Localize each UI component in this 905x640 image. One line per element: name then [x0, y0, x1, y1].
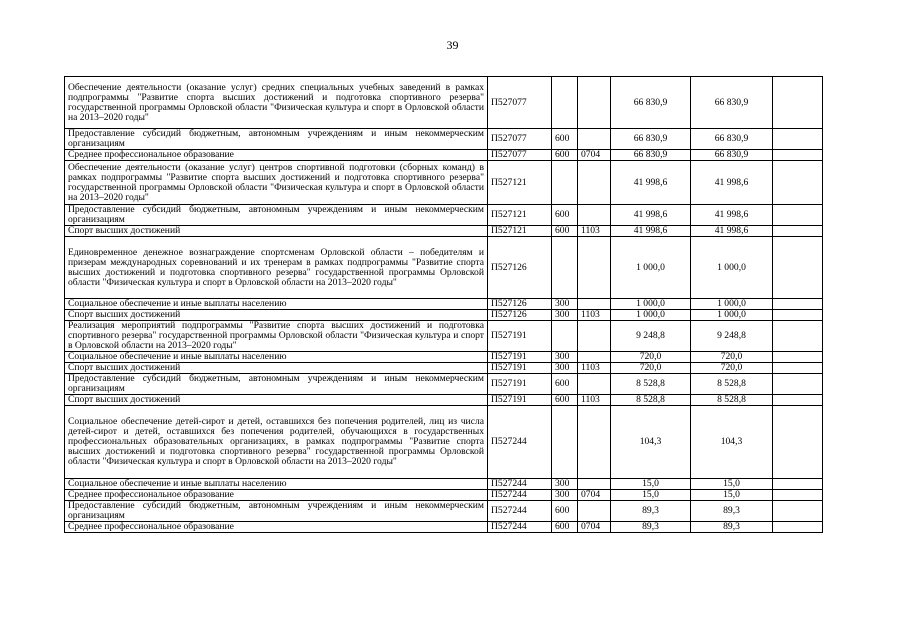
- section-code-cell: [578, 479, 611, 490]
- row-name-cell: Социальное обеспечение и иные выплаты населению: [65, 352, 488, 363]
- amount-cell: 41 998,6: [691, 161, 773, 205]
- expense-type-cell: 600: [552, 374, 578, 395]
- row-name-cell: Предоставление субсидий бюджетным, автономным учреждениям и иным некоммерческим организациям: [65, 501, 488, 522]
- expense-type-cell: 600: [552, 501, 578, 522]
- extra-cell: [773, 226, 823, 237]
- amount-cell: 8 528,8: [611, 374, 691, 395]
- table-row: [65, 321, 823, 352]
- target-code-cell: П527077: [488, 77, 552, 129]
- extra-cell: [773, 299, 823, 310]
- section-code-cell: 0704: [578, 522, 611, 533]
- row-name-cell: Реализация мероприятий подпрограммы "Развитие спорта высших достижений и подготовка спортивного резерва" государственной программы Орловской области "Физическая культура и спорт в Орловской области на 2013–2020 годы": [65, 321, 488, 352]
- amount-cell: 720,0: [691, 352, 773, 363]
- expense-type-cell: 600: [552, 395, 578, 406]
- budget-table: [64, 76, 823, 533]
- section-code-cell: [578, 406, 611, 479]
- section-code-cell: [578, 501, 611, 522]
- section-code-cell: 0704: [578, 490, 611, 501]
- row-name-cell: Среднее профессиональное образование: [65, 150, 488, 161]
- expense-type-cell: 600: [552, 522, 578, 533]
- expense-type-cell: 300: [552, 310, 578, 321]
- table-row: [65, 129, 823, 150]
- expense-type-cell: 600: [552, 205, 578, 226]
- extra-cell: [773, 395, 823, 406]
- section-code-cell: 1103: [578, 395, 611, 406]
- row-name-cell: Среднее профессиональное образование: [65, 522, 488, 533]
- amount-cell: 15,0: [691, 479, 773, 490]
- amount-cell: 41 998,6: [611, 205, 691, 226]
- amount-cell: 89,3: [611, 522, 691, 533]
- target-code-cell: П527244: [488, 406, 552, 479]
- amount-cell: 8 528,8: [691, 374, 773, 395]
- amount-cell: 1 000,0: [611, 299, 691, 310]
- amount-cell: 89,3: [691, 522, 773, 533]
- target-code-cell: П527121: [488, 161, 552, 205]
- row-name-cell: Предоставление субсидий бюджетным, автономным учреждениям и иным некоммерческим организациям: [65, 129, 488, 150]
- target-code-cell: П527121: [488, 226, 552, 237]
- section-code-cell: [578, 161, 611, 205]
- target-code-cell: П527244: [488, 501, 552, 522]
- amount-cell: 66 830,9: [691, 150, 773, 161]
- amount-cell: 1 000,0: [691, 299, 773, 310]
- row-name-cell: Спорт высших достижений: [65, 395, 488, 406]
- expense-type-cell: 600: [552, 129, 578, 150]
- amount-cell: 66 830,9: [691, 77, 773, 129]
- expense-type-cell: 600: [552, 150, 578, 161]
- table-row: [65, 479, 823, 490]
- expense-type-cell: [552, 161, 578, 205]
- table-body: [65, 77, 823, 533]
- amount-cell: 66 830,9: [611, 150, 691, 161]
- section-code-cell: [578, 321, 611, 352]
- row-name-cell: Социальное обеспечение и иные выплаты населению: [65, 479, 488, 490]
- row-name-cell: Единовременное денежное вознаграждение спортсменам Орловской области – победителям и призерам международных соревнований и их тренерам в рамках подпрограммы "Развитие спорта высших достижений и подготовка спортивного резерва" государственной программы Орловской области "Физическая культура и спорт в Орловской области на 2013–2020 годы": [65, 237, 488, 299]
- amount-cell: 9 248,8: [611, 321, 691, 352]
- table-row: [65, 352, 823, 363]
- amount-cell: 15,0: [611, 479, 691, 490]
- section-code-cell: 1103: [578, 363, 611, 374]
- section-code-cell: [578, 374, 611, 395]
- target-code-cell: П527126: [488, 237, 552, 299]
- target-code-cell: П527191: [488, 363, 552, 374]
- amount-cell: 9 248,8: [691, 321, 773, 352]
- target-code-cell: П527244: [488, 522, 552, 533]
- amount-cell: 104,3: [691, 406, 773, 479]
- target-code-cell: П527191: [488, 374, 552, 395]
- extra-cell: [773, 237, 823, 299]
- extra-cell: [773, 363, 823, 374]
- expense-type-cell: 300: [552, 299, 578, 310]
- extra-cell: [773, 374, 823, 395]
- table-row: [65, 395, 823, 406]
- amount-cell: 720,0: [611, 352, 691, 363]
- amount-cell: 1 000,0: [611, 310, 691, 321]
- amount-cell: 15,0: [691, 490, 773, 501]
- target-code-cell: П527126: [488, 299, 552, 310]
- section-code-cell: 0704: [578, 150, 611, 161]
- row-name-cell: Обеспечение деятельности (оказание услуг) центров спортивной подготовки (сборных команд) в рамках подпрограммы "Развитие спорта высших достижений и подготовка спортивного резерва" государственной программы Орловской области "Физическая культура и спорт в Орловской области на 2013–2020 годы": [65, 161, 488, 205]
- amount-cell: 41 998,6: [611, 226, 691, 237]
- extra-cell: [773, 77, 823, 129]
- expense-type-cell: 300: [552, 363, 578, 374]
- amount-cell: 1 000,0: [691, 237, 773, 299]
- extra-cell: [773, 490, 823, 501]
- table-row: [65, 490, 823, 501]
- amount-cell: 720,0: [611, 363, 691, 374]
- section-code-cell: [578, 237, 611, 299]
- amount-cell: 8 528,8: [691, 395, 773, 406]
- amount-cell: 720,0: [691, 363, 773, 374]
- section-code-cell: [578, 205, 611, 226]
- table-row: [65, 522, 823, 533]
- target-code-cell: П527121: [488, 205, 552, 226]
- table-row: [65, 237, 823, 299]
- page-number: 39: [446, 38, 459, 52]
- amount-cell: 15,0: [611, 490, 691, 501]
- target-code-cell: П527077: [488, 150, 552, 161]
- row-name-cell: Спорт высших достижений: [65, 363, 488, 374]
- extra-cell: [773, 321, 823, 352]
- row-name-cell: Предоставление субсидий бюджетным, автономным учреждениям и иным некоммерческим организациям: [65, 374, 488, 395]
- amount-cell: 41 998,6: [691, 205, 773, 226]
- amount-cell: 104,3: [611, 406, 691, 479]
- extra-cell: [773, 150, 823, 161]
- target-code-cell: П527191: [488, 321, 552, 352]
- expense-type-cell: 300: [552, 352, 578, 363]
- expense-type-cell: 300: [552, 479, 578, 490]
- amount-cell: 8 528,8: [611, 395, 691, 406]
- row-name-cell: Предоставление субсидий бюджетным, автономным учреждениям и иным некоммерческим организациям: [65, 205, 488, 226]
- amount-cell: 89,3: [611, 501, 691, 522]
- expense-type-cell: [552, 321, 578, 352]
- row-name-cell: Среднее профессиональное образование: [65, 490, 488, 501]
- row-name-cell: Спорт высших достижений: [65, 310, 488, 321]
- table-row: [65, 226, 823, 237]
- row-name-cell: Социальное обеспечение детей-сирот и детей, оставшихся без попечения родителей, лиц из числа детей-сирот и детей, оставшихся без попечения родителей, обучающихся в государственных профессиональных образовательных организациях, в рамках подпрограммы "Развитие спорта высших достижений и подготовка спортивного резерва" государственной программы Орловской области "Физическая культура и спорт в Орловской области на 2013–2020 годы": [65, 406, 488, 479]
- row-name-cell: Социальное обеспечение и иные выплаты населению: [65, 299, 488, 310]
- expense-type-cell: 600: [552, 226, 578, 237]
- expense-type-cell: [552, 77, 578, 129]
- target-code-cell: П527191: [488, 352, 552, 363]
- table-row: [65, 299, 823, 310]
- expense-type-cell: [552, 237, 578, 299]
- row-name-cell: Обеспечение деятельности (оказание услуг) средних специальных учебных заведений в рамках подпрограммы "Развитие спорта высших достижений и подготовка спортивного резерва" государственной программы Орловской области "Физическая культура и спорт в Орловской области на 2013–2020 годы": [65, 77, 488, 129]
- table-row: [65, 310, 823, 321]
- target-code-cell: П527191: [488, 395, 552, 406]
- extra-cell: [773, 501, 823, 522]
- extra-cell: [773, 129, 823, 150]
- row-name-cell: Спорт высших достижений: [65, 226, 488, 237]
- section-code-cell: 1103: [578, 310, 611, 321]
- section-code-cell: [578, 77, 611, 129]
- extra-cell: [773, 479, 823, 490]
- amount-cell: 1 000,0: [691, 310, 773, 321]
- amount-cell: 66 830,9: [691, 129, 773, 150]
- expense-type-cell: 300: [552, 490, 578, 501]
- table-row: [65, 205, 823, 226]
- amount-cell: 89,3: [691, 501, 773, 522]
- amount-cell: 1 000,0: [611, 237, 691, 299]
- table-row: [65, 363, 823, 374]
- extra-cell: [773, 406, 823, 479]
- section-code-cell: [578, 299, 611, 310]
- extra-cell: [773, 161, 823, 205]
- target-code-cell: П527244: [488, 479, 552, 490]
- table-row: [65, 501, 823, 522]
- table-row: [65, 77, 823, 129]
- amount-cell: 66 830,9: [611, 77, 691, 129]
- amount-cell: 41 998,6: [691, 226, 773, 237]
- section-code-cell: [578, 129, 611, 150]
- expense-type-cell: [552, 406, 578, 479]
- table-row: [65, 150, 823, 161]
- table-row: [65, 406, 823, 479]
- target-code-cell: П527126: [488, 310, 552, 321]
- table-row: [65, 161, 823, 205]
- extra-cell: [773, 522, 823, 533]
- amount-cell: 66 830,9: [611, 129, 691, 150]
- section-code-cell: [578, 352, 611, 363]
- extra-cell: [773, 310, 823, 321]
- table-row: [65, 374, 823, 395]
- section-code-cell: 1103: [578, 226, 611, 237]
- target-code-cell: П527077: [488, 129, 552, 150]
- amount-cell: 41 998,6: [611, 161, 691, 205]
- target-code-cell: П527244: [488, 490, 552, 501]
- extra-cell: [773, 352, 823, 363]
- extra-cell: [773, 205, 823, 226]
